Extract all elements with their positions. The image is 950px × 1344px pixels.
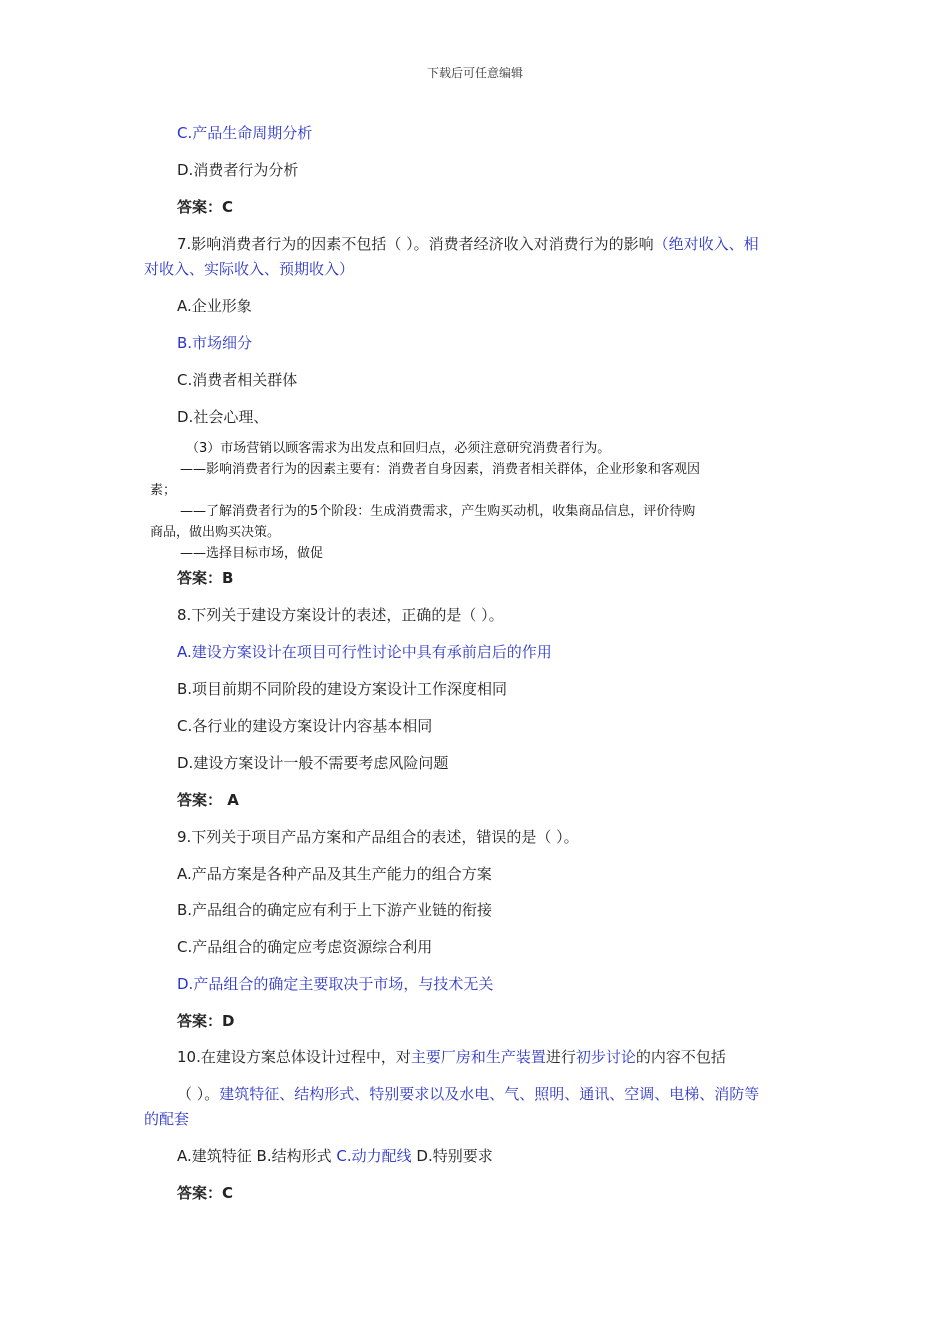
q8-answer: 答案： A [177,791,239,809]
q10-option-a: A.建筑特征 [177,1147,257,1165]
q7-option-a: A.企业形象 [177,297,252,315]
q10-option-d: D.特别要求 [411,1147,493,1165]
q10-question-line3: 的配套 [144,1110,190,1128]
q10-question-part2: 主要厂房和生产装置 [410,1048,546,1066]
q7-option-b: B.市场细分 [177,334,253,352]
q8-question: 8.下列关于建设方案设计的表述，正确的是（ ）。 [177,606,504,624]
q7-answer: 答案：B [177,569,234,587]
q6-option-c: C.产品生命周期分析 [177,124,313,142]
q6-option-d: D.消费者行为分析 [177,161,299,179]
q9-question: 9.下列关于项目产品方案和产品组合的表述，错误的是（ ）。 [177,828,579,846]
q10-question-line2-b: 建筑特征、结构形式、特别要求以及水电、气、照明、通讯、空调、电梯、消防等 [219,1085,760,1103]
q9-answer: 答案：D [177,1012,235,1030]
q10-question-part1: 10.在建设方案总体设计过程中，对 [177,1048,411,1066]
q10-question-line2 [177,1082,759,1106]
q9-option-a: A.产品方案是各种产品及其生产能力的组合方案 [177,865,492,883]
q7-option-d: D.社会心理、 [177,408,269,426]
q10-option-c: C.动力配线 [336,1147,412,1165]
q7-option-c: C.消费者相关群体 [177,371,298,389]
q10-options [177,1144,493,1168]
q8-option-b: B.项目前期不同阶段的建设方案设计工作深度相同 [177,680,508,698]
q6-answer: 答案：C [177,198,234,216]
q10-question-part5: 的内容不包括 [635,1048,726,1066]
q9-option-d: D.产品组合的确定主要取决于市场，与技术无关 [177,975,494,993]
q7-note-line1: （绝对收入、相 [653,235,759,253]
q8-option-c: C.各行业的建设方案设计内容基本相同 [177,717,433,735]
excerpt-line-2: ——影响消费者行为的因素主要有：消费者自身因素，消费者相关群体，企业形象和客观因 [180,462,701,477]
q8-option-d: D.建设方案设计一般不需要考虑风险问题 [177,754,449,772]
q10-answer: 答案：C [177,1184,234,1202]
page-header: 下载后可任意编辑 [426,66,523,80]
excerpt-line-4: ——了解消费者行为的5个阶段：生成消费需求，产生购买动机，收集商品信息，评价待购 [180,504,696,519]
excerpt-line-6: ——选择目标市场，做促 [180,546,324,561]
q10-question-part4: 初步讨论 [575,1048,636,1066]
q7-question-text: 7.影响消费者行为的因素不包括（ ）。消费者经济收入对消费行为的影响 [177,235,654,253]
textbook-excerpt-image [150,438,820,561]
q8-option-a: A.建设方案设计在项目可行性讨论中具有承前启后的作用 [177,643,552,661]
excerpt-line-3: 素； [150,483,177,498]
q10-option-b: B.结构形式 [256,1147,337,1165]
q10-question [177,1045,726,1069]
excerpt-line-1: （3）市场营销以顾客需求为出发点和回归点，必须注意研究消费者行为。 [186,441,611,456]
q9-option-c: C.产品组合的确定应考虑资源综合利用 [177,938,433,956]
q10-question-line2-a: （ ）。 [177,1085,220,1103]
q7-question [177,232,759,256]
excerpt-line-5: 商品，做出购买决策。 [150,525,281,540]
q9-option-b: B.产品组合的确定应有利于上下游产业链的衔接 [177,901,493,919]
q10-question-part3: 进行 [545,1048,576,1066]
q7-note-line2: 对收入、实际收入、预期收入） [144,260,355,278]
